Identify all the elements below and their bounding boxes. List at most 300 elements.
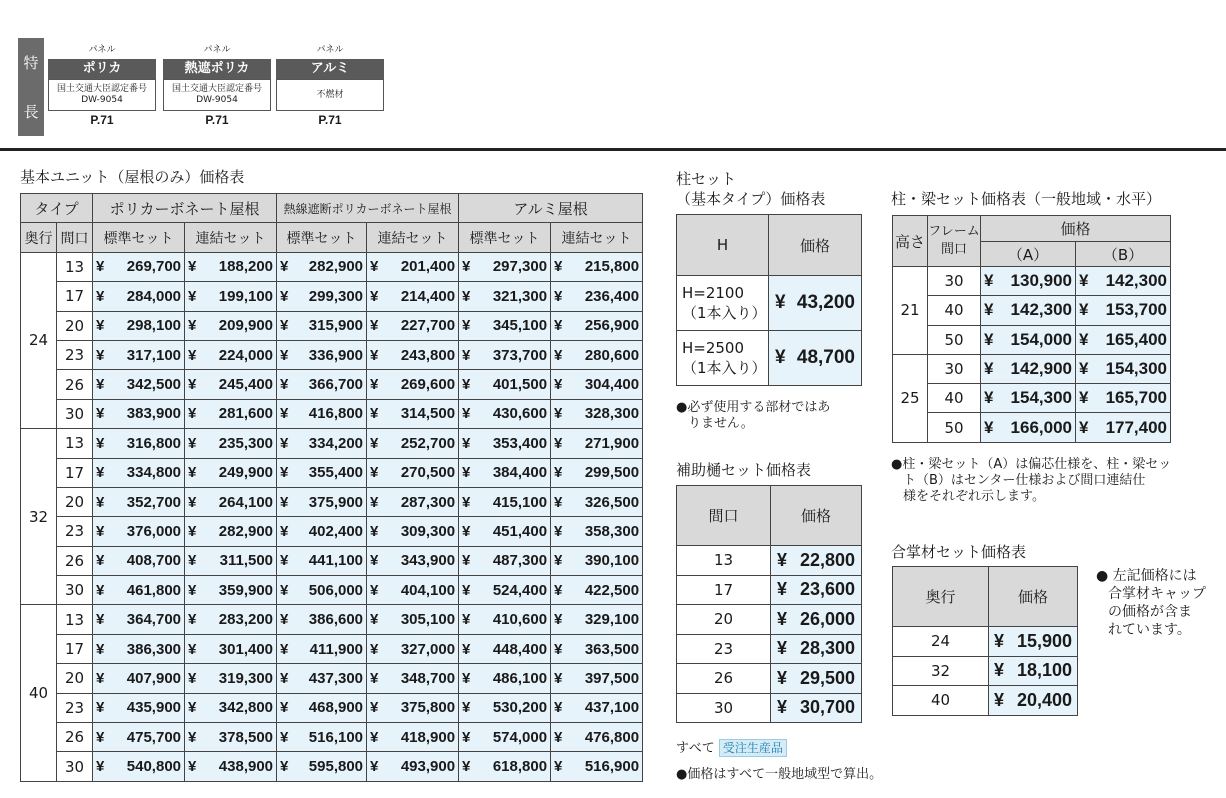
price-cell [277, 311, 367, 340]
price-value: 475,700 [126, 728, 182, 746]
yen-symbol: ¥ [280, 758, 289, 776]
width-cell: 20 [57, 311, 93, 340]
yen-symbol: ¥ [280, 258, 289, 276]
yen-symbol: ¥ [554, 552, 563, 570]
yen-symbol: ¥ [1079, 271, 1089, 291]
price-value: 154,300 [1010, 388, 1072, 408]
price-cell [93, 723, 185, 752]
yen-symbol: ¥ [370, 346, 379, 364]
gutter-price-cell [771, 546, 862, 576]
price-value: 299,300 [308, 287, 364, 305]
price-cell [367, 252, 459, 281]
gassho-depth-cell: 24 [893, 627, 989, 657]
price-cell [185, 752, 277, 781]
price-cell [459, 429, 551, 458]
yen-symbol: ¥ [188, 376, 197, 394]
price-cell [185, 311, 277, 340]
price-cell [93, 546, 185, 575]
price-cell [367, 664, 459, 693]
table-row [21, 429, 643, 458]
beam-price-header: 価格 [981, 216, 1171, 242]
price-cell [459, 399, 551, 428]
table-row [677, 634, 862, 664]
price-value: 319,300 [218, 669, 274, 687]
price-value: 243,800 [400, 346, 456, 364]
price-cell [277, 576, 367, 605]
feature-side-label [18, 38, 44, 136]
width-cell: 23 [57, 693, 93, 722]
gutter-price-cell [771, 693, 862, 723]
yen-symbol: ¥ [280, 552, 289, 570]
panel-sub: パネル [316, 45, 344, 55]
post-h-header: H [677, 215, 769, 276]
price-cell [367, 340, 459, 369]
yen-symbol: ¥ [280, 522, 289, 540]
yen-symbol: ¥ [554, 581, 563, 599]
price-value: 386,600 [308, 611, 364, 629]
post-note-line1: ●必ず使用する部材ではあ [676, 400, 831, 415]
price-cell [459, 605, 551, 634]
price-value: 416,800 [308, 405, 364, 423]
price-value: 43,200 [796, 292, 855, 313]
yen-symbol: ¥ [280, 287, 289, 305]
yen-symbol: ¥ [462, 728, 471, 746]
price-value: 214,400 [400, 287, 456, 305]
table-row [677, 575, 862, 605]
basic-unit-price-table [20, 193, 643, 782]
yen-symbol: ¥ [777, 638, 788, 659]
yen-symbol: ¥ [280, 317, 289, 335]
beam-frame-header-line2: 間口 [940, 242, 967, 257]
price-cell [459, 370, 551, 399]
price-cell [93, 664, 185, 693]
price-value: 209,900 [218, 317, 274, 335]
post-price-cell [769, 276, 862, 331]
yen-symbol: ¥ [280, 346, 289, 364]
price-value: 487,300 [492, 552, 548, 570]
yen-symbol: ¥ [370, 434, 379, 452]
price-cell [551, 252, 643, 281]
price-value: 516,900 [584, 758, 640, 776]
price-cell [277, 723, 367, 752]
price-cell [367, 282, 459, 311]
panel-desc-line2: DW-9054 [81, 95, 123, 105]
yen-symbol: ¥ [280, 434, 289, 452]
yen-symbol: ¥ [188, 611, 197, 629]
gutter-width-cell: 17 [677, 575, 771, 605]
price-value: 516,100 [308, 728, 364, 746]
yen-symbol: ¥ [280, 493, 289, 511]
post-qty: （1本入り） [682, 304, 767, 322]
table-row [893, 413, 1171, 442]
price-cell [93, 458, 185, 487]
table-row [677, 605, 862, 635]
yen-symbol: ¥ [188, 464, 197, 482]
yen-symbol: ¥ [777, 608, 788, 629]
beam-a-price-cell [981, 296, 1076, 325]
price-value: 359,900 [218, 581, 274, 599]
price-cell [367, 546, 459, 575]
table-row [893, 384, 1171, 413]
price-value: 437,300 [308, 669, 364, 687]
yen-symbol: ¥ [554, 287, 563, 305]
price-value: 540,800 [126, 758, 182, 776]
price-value: 20,400 [1016, 689, 1072, 710]
yen-symbol: ¥ [188, 405, 197, 423]
beam-note-line1: ●柱・梁セット（A）は偏芯仕様を、柱・梁セッ [891, 457, 1172, 472]
all-label: すべて [676, 741, 715, 756]
beam-note-line3: 様をそれぞれ示します。 [903, 489, 1045, 504]
yen-symbol: ¥ [188, 258, 197, 276]
price-value: 574,000 [492, 728, 548, 746]
price-value: 430,600 [492, 405, 548, 423]
main-table-title: 基本ユニット（屋根のみ）価格表 [20, 168, 245, 186]
yen-symbol: ¥ [462, 258, 471, 276]
price-value: 299,500 [584, 464, 640, 482]
table-row [21, 311, 643, 340]
table-row [893, 656, 1078, 686]
depth-cell: 24 [21, 252, 57, 428]
post-note [676, 400, 830, 432]
yen-symbol: ¥ [554, 346, 563, 364]
price-cell [367, 458, 459, 487]
price-cell [93, 399, 185, 428]
price-value: 402,400 [308, 522, 364, 540]
price-cell [367, 370, 459, 399]
price-cell [93, 634, 185, 663]
beam-note [891, 457, 1171, 505]
price-value: 269,600 [400, 376, 456, 394]
price-value: 376,000 [126, 522, 182, 540]
price-value: 281,600 [218, 405, 274, 423]
roof-header-aluminum: アルミ屋根 [459, 194, 643, 223]
panel-page: P.71 [90, 113, 114, 127]
price-value: 18,100 [1016, 660, 1072, 681]
price-value: 142,900 [1010, 359, 1072, 379]
beam-a-price-cell [981, 325, 1076, 354]
price-value: 411,900 [309, 640, 364, 658]
yen-symbol: ¥ [370, 522, 379, 540]
price-cell [551, 311, 643, 340]
yen-symbol: ¥ [370, 669, 379, 687]
beam-a-price-cell [981, 384, 1076, 413]
price-value: 188,200 [218, 258, 274, 276]
post-price-cell [769, 331, 862, 386]
price-value: 486,100 [492, 669, 548, 687]
price-cell [185, 399, 277, 428]
price-cell [459, 576, 551, 605]
post-height: H=2100 [682, 284, 745, 302]
yen-symbol: ¥ [462, 405, 471, 423]
yen-symbol: ¥ [462, 376, 471, 394]
yen-symbol: ¥ [984, 388, 994, 408]
price-value: 282,900 [308, 258, 364, 276]
price-cell [185, 282, 277, 311]
price-value: 264,100 [218, 493, 274, 511]
price-value: 314,500 [400, 405, 456, 423]
price-cell [459, 340, 551, 369]
table-row [21, 576, 643, 605]
price-value: 410,600 [492, 611, 548, 629]
yen-symbol: ¥ [188, 552, 197, 570]
price-cell [185, 517, 277, 546]
yen-symbol: ¥ [462, 758, 471, 776]
price-cell [459, 546, 551, 575]
price-value: 297,300 [492, 258, 548, 276]
price-value: 334,800 [126, 464, 182, 482]
price-value: 224,000 [218, 346, 274, 364]
yen-symbol: ¥ [188, 493, 197, 511]
yen-symbol: ¥ [462, 317, 471, 335]
post-title-line1: 柱セット [676, 170, 737, 188]
price-value: 506,000 [308, 581, 364, 599]
price-cell [277, 340, 367, 369]
price-cell [277, 458, 367, 487]
price-value: 524,400 [492, 581, 548, 599]
price-value: 358,300 [584, 522, 640, 540]
table-row [893, 686, 1078, 716]
beam-note-line2: ト（B）はセンター仕様および間口連結仕 [903, 473, 1146, 488]
width-cell: 23 [57, 340, 93, 369]
price-cell [551, 487, 643, 516]
width-cell: 26 [57, 546, 93, 575]
price-cell [551, 605, 643, 634]
price-value: 366,700 [308, 376, 364, 394]
price-cell [367, 487, 459, 516]
table-row [21, 752, 643, 781]
table-row [21, 723, 643, 752]
gutter-width-header: 間口 [677, 486, 771, 546]
yen-symbol: ¥ [554, 405, 563, 423]
price-cell [93, 370, 185, 399]
panel-page: P.71 [318, 113, 342, 127]
price-value: 401,500 [492, 376, 548, 394]
yen-symbol: ¥ [462, 434, 471, 452]
yen-symbol: ¥ [188, 581, 197, 599]
yen-symbol: ¥ [370, 405, 379, 423]
table-row [893, 267, 1171, 296]
price-value: 271,900 [584, 434, 640, 452]
price-cell [367, 752, 459, 781]
yen-symbol: ¥ [188, 317, 197, 335]
table-row [893, 627, 1078, 657]
price-value: 283,200 [218, 611, 274, 629]
width-cell: 13 [57, 252, 93, 281]
price-value: 26,000 [799, 608, 855, 629]
price-cell [551, 282, 643, 311]
yen-symbol: ¥ [280, 611, 289, 629]
price-value: 165,400 [1105, 329, 1168, 349]
price-cell [93, 429, 185, 458]
panel-card [163, 43, 271, 127]
price-cell [277, 282, 367, 311]
beam-frame-header-line1: フレーム [928, 224, 980, 239]
yen-symbol: ¥ [370, 464, 379, 482]
gassho-depth-cell: 40 [893, 686, 989, 716]
panel-desc-line1: 国土交通大臣認定番号 [56, 84, 147, 94]
yen-symbol: ¥ [462, 464, 471, 482]
price-cell [277, 399, 367, 428]
price-value: 304,400 [584, 376, 640, 394]
beam-frame-cell: 30 [928, 267, 981, 296]
depth-header: 奥行 [21, 223, 57, 252]
price-cell [551, 517, 643, 546]
price-cell [551, 370, 643, 399]
yen-symbol: ¥ [1079, 417, 1089, 437]
yen-symbol: ¥ [96, 346, 105, 364]
price-cell [277, 546, 367, 575]
price-value: 328,300 [584, 405, 640, 423]
set-header: 標準セット [459, 223, 551, 252]
price-cell [551, 723, 643, 752]
yen-symbol: ¥ [777, 667, 788, 688]
yen-symbol: ¥ [1079, 388, 1089, 408]
beam-b-price-cell [1076, 413, 1171, 442]
price-cell [367, 723, 459, 752]
price-cell [551, 399, 643, 428]
post-height-cell [677, 331, 769, 386]
width-cell: 30 [57, 752, 93, 781]
yen-symbol: ¥ [96, 728, 105, 746]
price-cell [93, 252, 185, 281]
beam-frame-cell: 40 [928, 384, 981, 413]
gutter-set-price-table [676, 485, 862, 723]
price-cell [277, 605, 367, 634]
yen-symbol: ¥ [984, 300, 994, 320]
gassho-note-line1: ● 左記価格には [1096, 568, 1197, 584]
yen-symbol: ¥ [96, 640, 105, 658]
beam-height-header: 高さ [893, 216, 928, 267]
yen-symbol: ¥ [96, 317, 105, 335]
beam-b-price-cell [1076, 296, 1171, 325]
gassho-table-title: 合掌材セット価格表 [891, 543, 1027, 561]
table-row [21, 458, 643, 487]
yen-symbol: ¥ [554, 376, 563, 394]
yen-symbol: ¥ [984, 417, 994, 437]
yen-symbol: ¥ [96, 464, 105, 482]
yen-symbol: ¥ [188, 434, 197, 452]
price-cell [93, 693, 185, 722]
price-value: 327,000 [400, 640, 456, 658]
price-value: 301,400 [218, 640, 274, 658]
yen-symbol: ¥ [554, 611, 563, 629]
feature-label-bottom: 長 [23, 103, 39, 121]
width-cell: 13 [57, 605, 93, 634]
price-value: 404,100 [400, 581, 456, 599]
price-cell [185, 693, 277, 722]
width-cell: 30 [57, 399, 93, 428]
set-header: 連結セット [185, 223, 277, 252]
price-value: 364,700 [126, 611, 182, 629]
price-value: 343,900 [400, 552, 456, 570]
yen-symbol: ¥ [554, 522, 563, 540]
price-value: 270,500 [400, 464, 456, 482]
price-value: 373,700 [492, 346, 548, 364]
yen-symbol: ¥ [554, 728, 563, 746]
price-value: 48,700 [796, 347, 855, 368]
price-cell [551, 546, 643, 575]
price-value: 321,300 [492, 287, 548, 305]
price-cell [185, 605, 277, 634]
width-cell: 17 [57, 458, 93, 487]
beam-b-header: （B） [1076, 242, 1171, 267]
price-value: 448,400 [492, 640, 548, 658]
price-cell [277, 370, 367, 399]
price-cell [459, 723, 551, 752]
yen-symbol: ¥ [188, 522, 197, 540]
beam-b-price-cell [1076, 267, 1171, 296]
price-value: 245,400 [218, 376, 274, 394]
yen-symbol: ¥ [280, 728, 289, 746]
table-row [893, 325, 1171, 354]
yen-symbol: ¥ [462, 669, 471, 687]
price-value: 345,100 [492, 317, 548, 335]
price-cell [185, 370, 277, 399]
width-cell: 17 [57, 282, 93, 311]
width-cell: 23 [57, 517, 93, 546]
yen-symbol: ¥ [280, 376, 289, 394]
yen-symbol: ¥ [370, 640, 379, 658]
price-value: 618,800 [492, 758, 548, 776]
gutter-price-cell [771, 664, 862, 694]
gutter-width-cell: 13 [677, 546, 771, 576]
price-value: 415,100 [492, 493, 548, 511]
yen-symbol: ¥ [96, 258, 105, 276]
price-value: 305,100 [400, 611, 456, 629]
width-cell: 13 [57, 429, 93, 458]
price-cell [459, 664, 551, 693]
panel-name: ポリカ [48, 59, 156, 79]
gutter-width-cell: 23 [677, 634, 771, 664]
beam-b-price-cell [1076, 325, 1171, 354]
gassho-side-note [1096, 567, 1206, 639]
price-value: 595,800 [308, 758, 364, 776]
price-value: 227,700 [400, 317, 456, 335]
yen-symbol: ¥ [96, 669, 105, 687]
price-value: 438,900 [218, 758, 274, 776]
gassho-depth-header: 奥行 [893, 567, 989, 627]
table-row [677, 331, 862, 386]
beam-b-price-cell [1076, 354, 1171, 383]
yen-symbol: ¥ [188, 728, 197, 746]
made-to-order-badge: 受注生産品 [719, 739, 787, 757]
yen-symbol: ¥ [994, 689, 1005, 710]
price-value: 353,400 [492, 434, 548, 452]
price-value: 282,900 [218, 522, 274, 540]
yen-symbol: ¥ [188, 640, 197, 658]
price-value: 342,800 [218, 699, 274, 717]
price-cell [277, 693, 367, 722]
table-row [21, 252, 643, 281]
depth-cell: 40 [21, 605, 57, 781]
price-value: 28,300 [799, 638, 855, 659]
yen-symbol: ¥ [96, 699, 105, 717]
yen-symbol: ¥ [370, 699, 379, 717]
yen-symbol: ¥ [370, 493, 379, 511]
price-value: 316,800 [126, 434, 182, 452]
price-cell [459, 282, 551, 311]
post-set-price-table [676, 214, 862, 386]
table-row [21, 634, 643, 663]
width-cell: 26 [57, 370, 93, 399]
price-cell [93, 340, 185, 369]
price-cell [459, 458, 551, 487]
price-cell [93, 576, 185, 605]
yen-symbol: ¥ [462, 522, 471, 540]
price-cell [93, 752, 185, 781]
gutter-price-header: 価格 [771, 486, 862, 546]
yen-symbol: ¥ [280, 640, 289, 658]
